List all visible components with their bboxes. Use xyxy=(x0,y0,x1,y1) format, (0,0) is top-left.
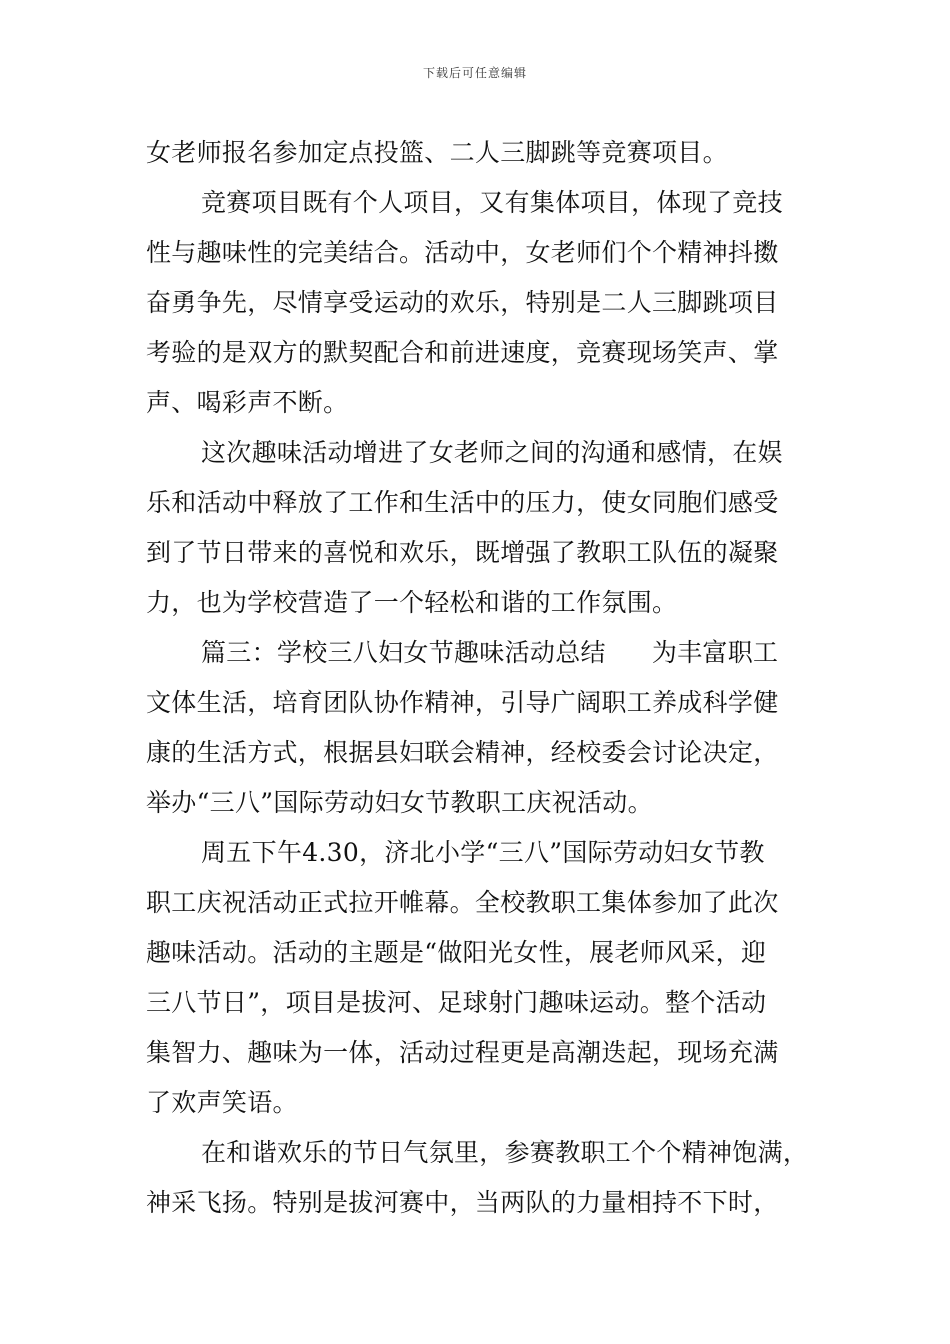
text-line: 乐和活动中释放了工作和生活中的压力，使女同胞们感受 xyxy=(146,488,779,517)
document-body xyxy=(146,128,826,1228)
text-line: 奋勇争先，尽情享受运动的欢乐，特别是二人三脚跳项目 xyxy=(146,288,779,317)
section-title: 篇三：学校三八妇女节趣味活动总结 xyxy=(201,638,606,667)
text-line: 声、喝彩声不断。 xyxy=(146,388,349,417)
text-line: 力，也为学校营造了一个轻松和谐的工作氛围。 xyxy=(146,588,678,617)
text-line: 了欢声笑语。 xyxy=(146,1088,298,1117)
text-line: 考验的是双方的默契配合和前进速度，竞赛现场笑声、掌 xyxy=(146,338,779,367)
text-line: 神采飞扬。特别是拔河赛中，当两队的力量相持不下时， xyxy=(146,1188,779,1217)
text-line: 女老师报名参加定点投篮、二人三脚跳等竞赛项目。 xyxy=(146,138,728,167)
paragraph-start-line: 竞赛项目既有个人项目，又有集体项目，体现了竞技 xyxy=(201,188,783,217)
page-header-note: 下载后可任意编辑 xyxy=(422,66,527,80)
text-line: 性与趣味性的完美结合。活动中，女老师们个个精神抖擞 xyxy=(146,238,779,267)
text-line: 职工庆祝活动正式拉开帷幕。全校教职工集体参加了此次 xyxy=(146,888,779,917)
text-line: 到了节日带来的喜悦和欢乐，既增强了教职工队伍的凝聚 xyxy=(146,538,779,567)
paragraph-start-line: 周五下午4.30，济北小学“三八”国际劳动妇女节教 xyxy=(201,838,765,867)
text-line: 三八节日”，项目是拔河、足球射门趣味运动。整个活动 xyxy=(146,988,767,1017)
section-title-line xyxy=(146,628,826,678)
text-line: 文体生活，培育团队协作精神，引导广阔职工养成科学健 xyxy=(146,688,779,717)
paragraph-start-line: 在和谐欢乐的节日气氛里，参赛教职工个个精神饱满， xyxy=(201,1138,809,1167)
text-line: 趣味活动。活动的主题是“做阳光女性，展老师风采，迎 xyxy=(146,938,767,967)
text-line: 举办“三八”国际劳动妇女节教职工庆祝活动。 xyxy=(146,788,653,817)
text-line: 康的生活方式，根据县妇联会精神，经校委会讨论决定， xyxy=(146,738,779,767)
paragraph-start-line: 这次趣味活动增进了女老师之间的沟通和感情，在娱 xyxy=(201,438,783,467)
section-intro-start: 为丰富职工 xyxy=(651,638,779,667)
text-line: 集智力、趣味为一体，活动过程更是高潮迭起，现场充满 xyxy=(146,1038,779,1067)
